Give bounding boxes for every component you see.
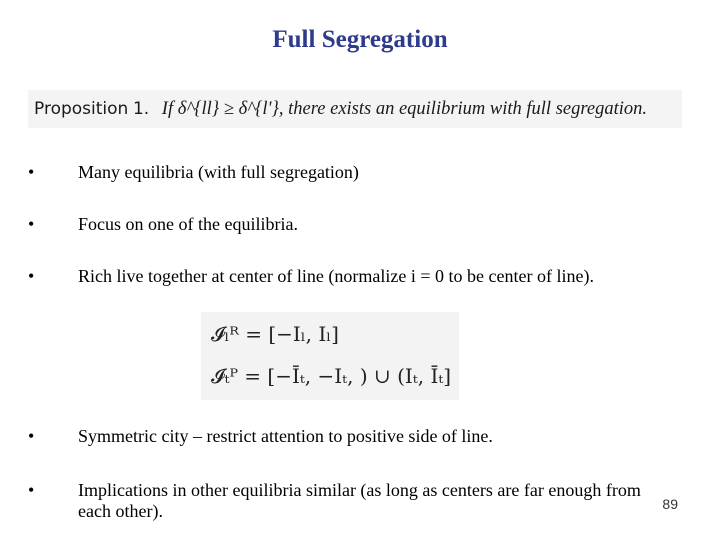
bullet-text: Rich live together at center of line (normalize i = 0 to be center of line). bbox=[78, 266, 594, 286]
equation-image bbox=[201, 312, 459, 400]
bullet-marker: • bbox=[28, 162, 35, 182]
equation-poor-interval: 𝓘ₜᴾ = [−Īₜ, −Iₜ, ) ∪ (Iₜ, Īₜ] bbox=[211, 364, 452, 388]
bullet-text: Focus on one of the equilibria. bbox=[78, 214, 298, 234]
slide-title: Full Segregation bbox=[272, 26, 448, 53]
equation-rich-interval: 𝓘ₗᴿ = [−Iₗ, Iₗ] bbox=[211, 322, 339, 346]
proposition-image bbox=[28, 90, 682, 128]
bullet-marker: • bbox=[28, 266, 35, 286]
bullet-text: Many equilibria (with full segregation) bbox=[78, 162, 359, 182]
bullet-text: Symmetric city – restrict attention to positive side of line. bbox=[78, 426, 493, 446]
proposition-text: If δ^{ll} ≥ δ^{l'}, there exists an equilibrium with full segregation. bbox=[161, 99, 647, 119]
slide-number: 89 bbox=[662, 496, 678, 512]
bullet-marker: • bbox=[28, 426, 35, 446]
bullet-marker: • bbox=[28, 480, 35, 500]
proposition-label: Proposition bbox=[34, 99, 129, 119]
proposition-number: 1. bbox=[132, 99, 150, 119]
bullet-text: Implications in other equilibria similar (as long as centers are far enough from each other). bbox=[78, 480, 641, 521]
bullet-marker: • bbox=[28, 214, 35, 234]
